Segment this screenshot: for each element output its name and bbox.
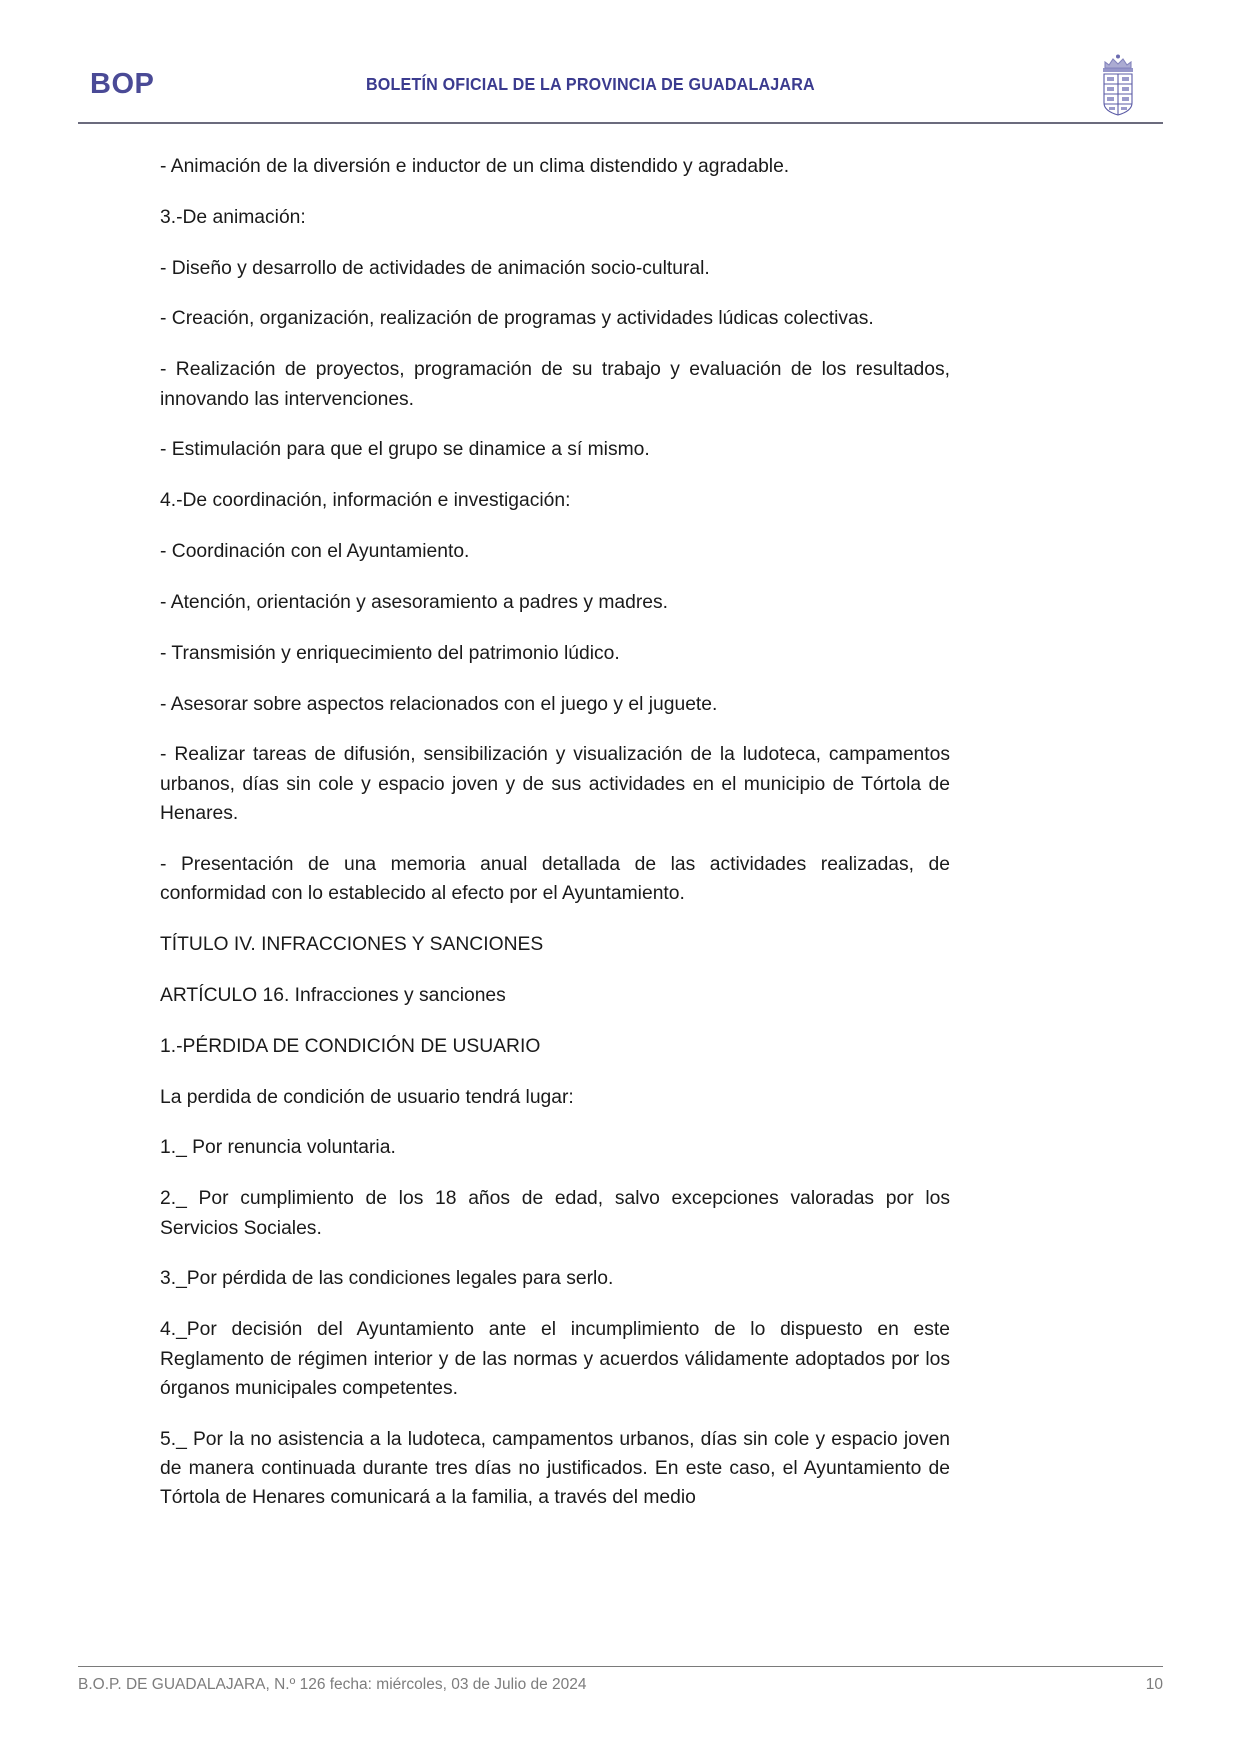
body-paragraph: - Presentación de una memoria anual detallada de las actividades realizadas, de conformidad con lo establecido al efecto por el Ayuntamiento. — [160, 853, 950, 905]
body-paragraph: - Asesorar sobre aspectos relacionados con el juego y el juguete. — [160, 693, 718, 715]
body-paragraph: 3.-De animación: — [160, 206, 306, 228]
body-paragraph: - Diseño y desarrollo de actividades de animación socio-cultural. — [160, 257, 710, 279]
page-footer — [78, 1676, 1163, 1694]
page-header — [78, 48, 1163, 120]
body-paragraph: - Realizar tareas de difusión, sensibilización y visualización de la ludoteca, campamentos urbanos, días sin cole y espacio joven y de sus actividades en el municipio de Tórtola de Henares. — [160, 744, 950, 825]
footer-divider — [78, 1666, 1163, 1667]
body-paragraph: 4.-De coordinación, información e investigación: — [160, 490, 571, 512]
numbered-item: 3._Por pérdida de las condiciones legales para serlo. — [160, 1268, 614, 1290]
footer-page-number: 10 — [1145, 1676, 1163, 1693]
numbered-item: 2._ Por cumplimiento de los 18 años de edad, salvo excepciones valoradas por los Servicios Sociales. — [160, 1188, 950, 1239]
bop-logo: BOP — [90, 67, 155, 100]
body-paragraph: - Estimulación para que el grupo se dinamice a sí mismo. — [160, 439, 650, 461]
header-divider — [78, 122, 1163, 124]
body-paragraph: - Creación, organización, realización de programas y actividades lúdicas colectivas. — [160, 308, 874, 330]
body-paragraph: - Atención, orientación y asesoramiento a padres y madres. — [160, 591, 669, 613]
bulletin-title: BOLETÍN OFICIAL DE LA PROVINCIA DE GUADALAJARA — [366, 73, 815, 94]
numbered-item: 5._ Por la no asistencia a la ludoteca, campamentos urbanos, días sin cole y espacio joven de manera continuada durante tres días no justificados. En este caso, el Ayuntamiento de Tórtola de Henares comunicará a la familia, a través del medio — [160, 1428, 950, 1509]
coat-of-arms-icon — [1073, 48, 1163, 120]
body-paragraph: - Animación de la diversión e inductor de un clima distendido y agradable. — [160, 156, 790, 177]
body-paragraph: La perdida de condición de usuario tendrá lugar: — [160, 1086, 574, 1108]
body-paragraph: - Realización de proyectos, programación de su trabajo y evaluación de los resultados, innovando las intervenciones. — [160, 359, 950, 410]
numbered-item: 1._ Por renuncia voluntaria. — [160, 1137, 396, 1159]
body-paragraph: - Coordinación con el Ayuntamiento. — [160, 541, 470, 563]
section-heading-articulo: ARTÍCULO 16. Infracciones y sanciones — [160, 984, 506, 1006]
footer-reference: B.O.P. DE GUADALAJARA, N.º 126 fecha: miércoles, 03 de Julio de 2024 — [78, 1676, 587, 1693]
body-paragraph: - Transmisión y enriquecimiento del patrimonio lúdico. — [160, 642, 620, 664]
document-body — [160, 152, 950, 1513]
subsection-heading: 1.-PÉRDIDA DE CONDICIÓN DE USUARIO — [160, 1035, 541, 1057]
numbered-item: 4._Por decisión del Ayuntamiento ante el incumplimiento de lo dispuesto en este Reglamento de régimen interior y de las normas y acuerdos válidamente adoptados por los órganos municipales competentes. — [160, 1319, 950, 1399]
section-heading-titulo: TÍTULO IV. INFRACCIONES Y SANCIONES — [160, 934, 544, 956]
